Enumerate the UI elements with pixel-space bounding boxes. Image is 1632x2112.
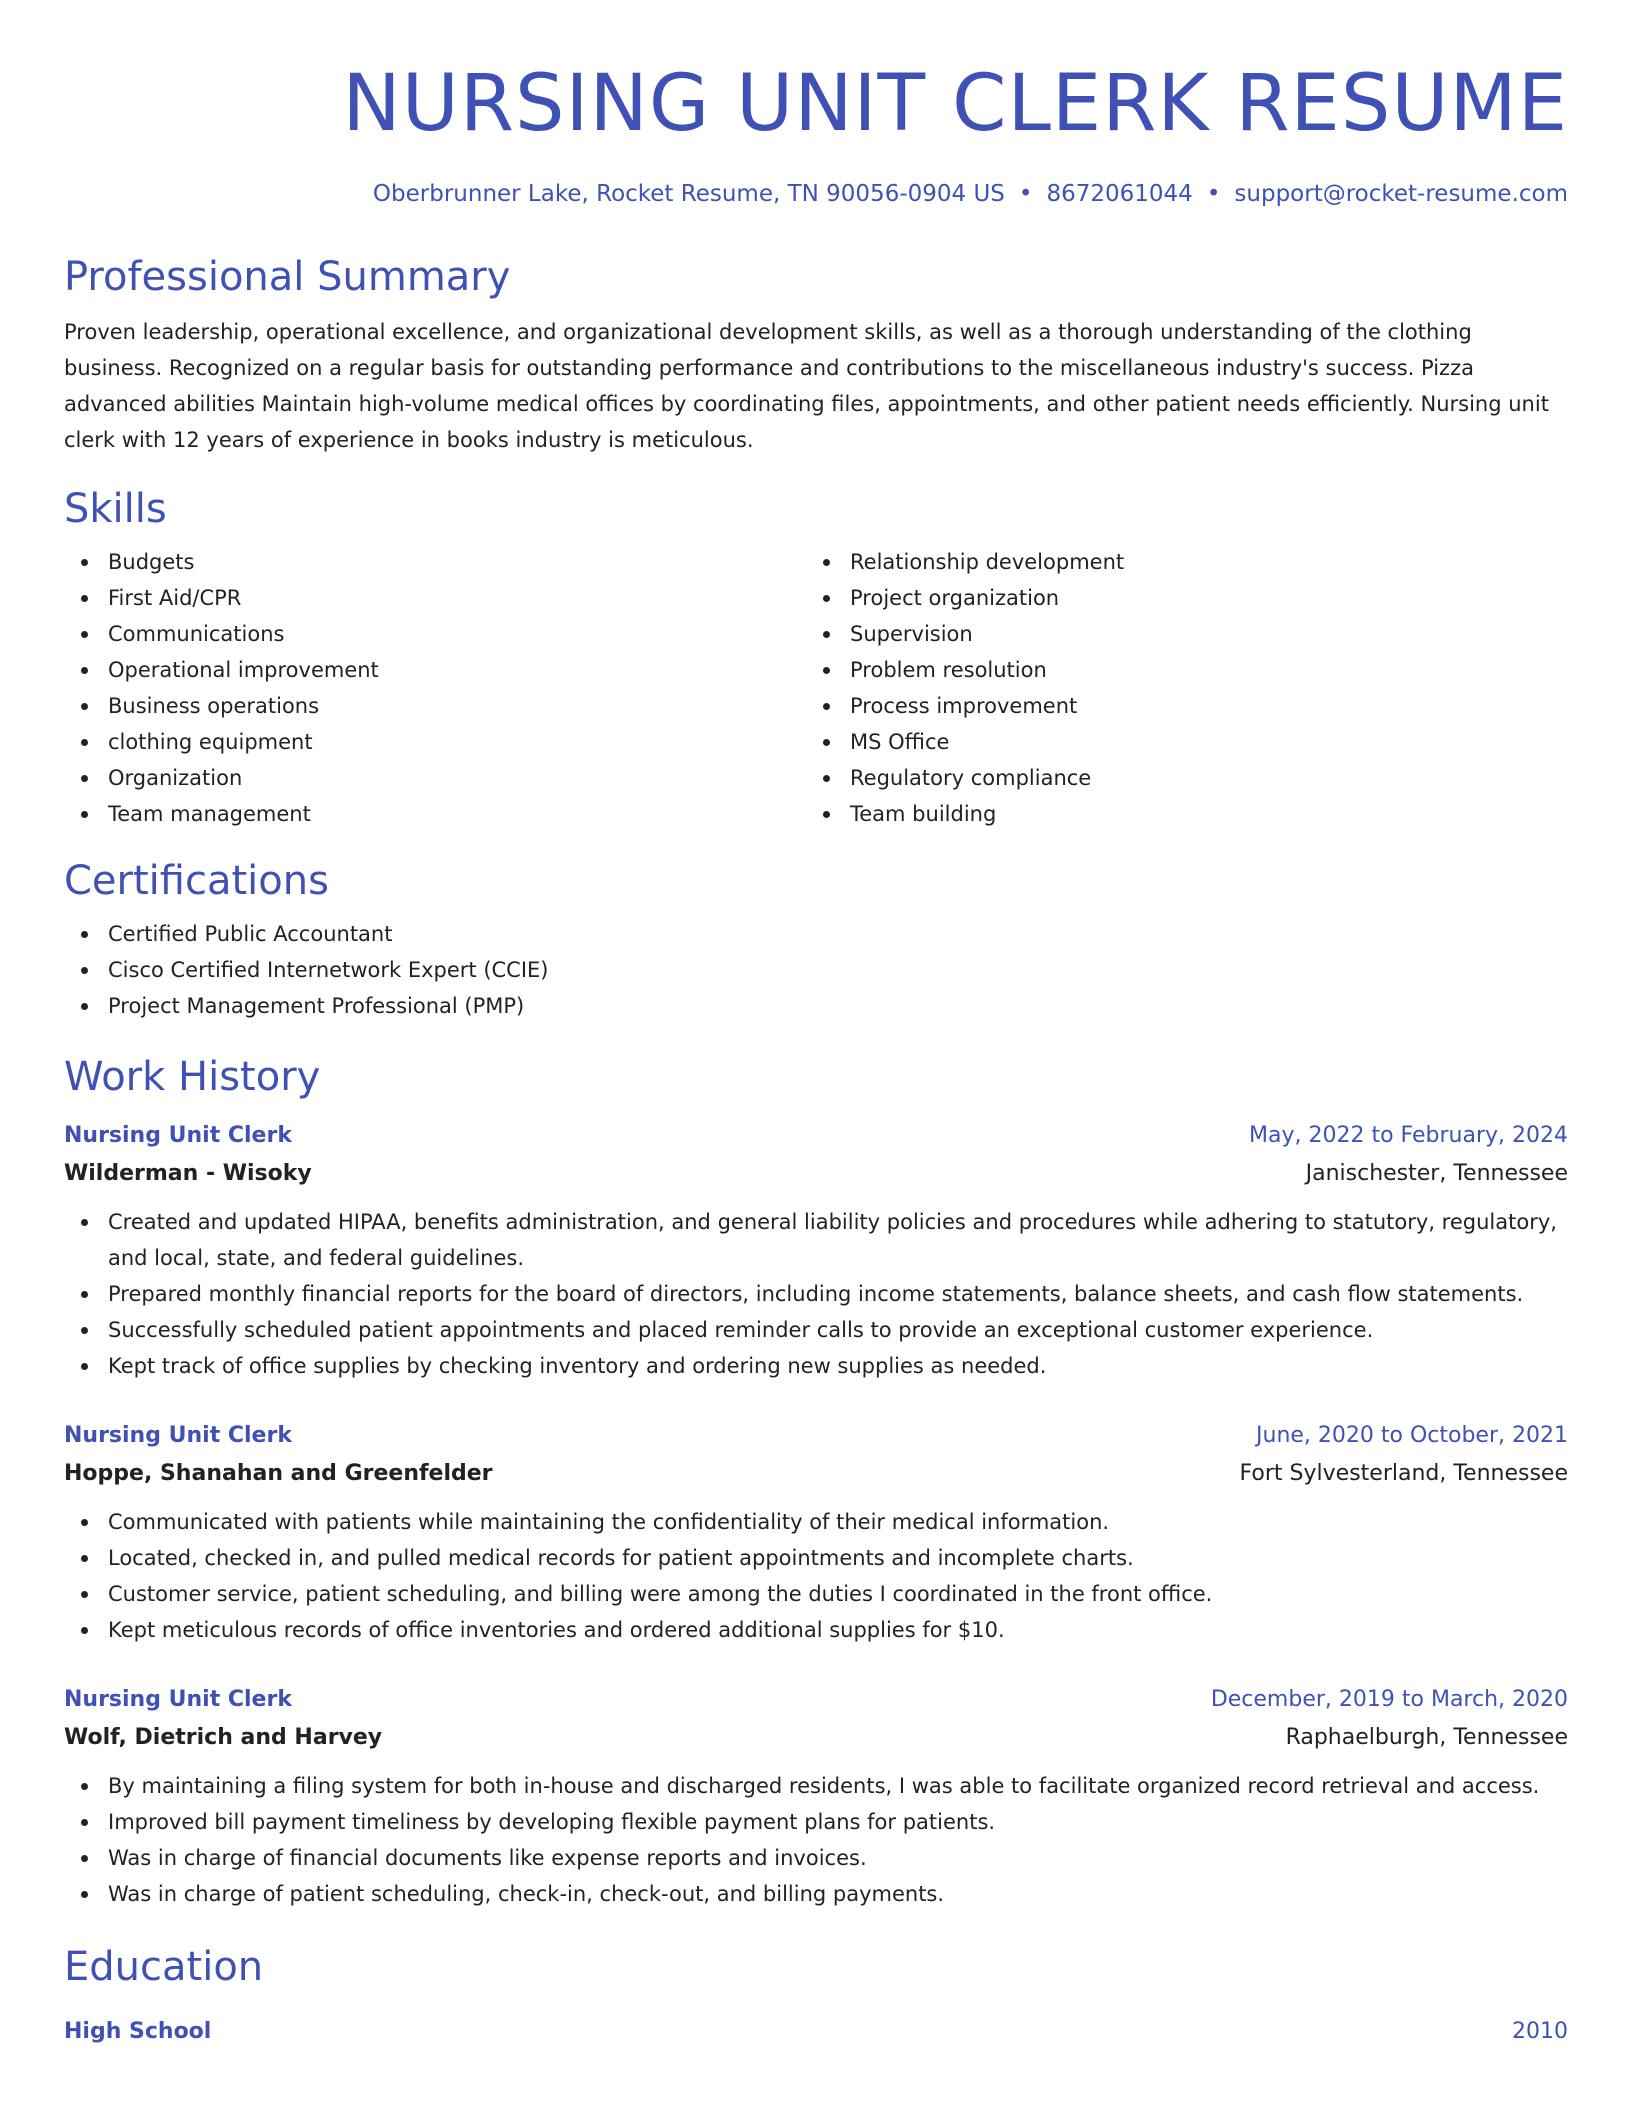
job-duty: Communicated with patients while maintaining the confidentiality of their medical information. [64,1504,1568,1540]
skill-item: Project organization [806,580,1548,616]
job-location: Fort Sylvesterland, Tennessee [1239,1461,1568,1486]
skill-item: Business operations [64,688,806,724]
skill-item: Team building [806,796,1548,832]
job-title: Nursing Unit Clerk [64,1423,292,1448]
job-title: Nursing Unit Clerk [64,1123,292,1148]
skills-grid [64,544,1568,832]
skill-item: clothing equipment [64,724,806,760]
job-header-row [64,1118,1568,1154]
education-school: High School [64,2019,212,2044]
certification-item: Certified Public Accountant [64,916,1568,952]
skill-item: Process improvement [806,688,1548,724]
job-duty: Located, checked in, and pulled medical records for patient appointments and incomplete charts. [64,1540,1568,1576]
job-entry [64,1118,1568,1384]
job-title: Nursing Unit Clerk [64,1687,292,1712]
job-employer-row [64,1718,1568,1758]
skill-item: MS Office [806,724,1548,760]
job-company: Hoppe, Shanahan and Greenfelder [64,1461,493,1486]
job-header-row [64,1682,1568,1718]
skill-item: Budgets [64,544,806,580]
job-duties-list [64,1204,1568,1384]
skills-list-left [64,544,806,832]
skill-item: Supervision [806,616,1548,652]
job-company: Wilderman - Wisoky [64,1161,312,1186]
job-employer-row [64,1154,1568,1194]
job-employer-row [64,1454,1568,1494]
skills-column-right [806,544,1548,832]
job-location: Janischester, Tennessee [1305,1161,1568,1186]
certifications-list [64,916,1568,1024]
skill-item: Problem resolution [806,652,1548,688]
skill-item: Operational improvement [64,652,806,688]
certification-item: Project Management Professional (PMP) [64,988,1568,1024]
resume-page [64,0,1568,2050]
work-history-heading: Work History [64,1054,321,1100]
education-entry [64,2014,1568,2050]
skills-column-left [64,544,806,832]
job-entry [64,1418,1568,1648]
skill-item: Communications [64,616,806,652]
certifications-heading: Certifications [64,858,329,904]
job-header-row [64,1418,1568,1454]
job-duty: Created and updated HIPAA, benefits administration, and general liability policies and procedures while adhering to statutory, regulatory, and local, state, and federal guidelines. [64,1204,1568,1276]
skills-heading: Skills [64,486,167,532]
job-location: Raphaelburgh, Tennessee [1285,1725,1568,1750]
skill-item: Relationship development [806,544,1548,580]
job-duty: Was in charge of patient scheduling, check-in, check-out, and billing payments. [64,1876,1568,1912]
skill-item: Organization [64,760,806,796]
contact-address: Oberbrunner Lake, Rocket Resume, TN 90056-0904 US [372,181,1005,207]
contact-line [64,178,1568,210]
contact-email[interactable]: support@rocket-resume.com [1234,181,1568,207]
summary-heading: Professional Summary [64,254,511,300]
education-heading: Education [64,1944,264,1990]
job-duties-list [64,1504,1568,1648]
skill-item: First Aid/CPR [64,580,806,616]
job-duty: Customer service, patient scheduling, and billing were among the duties I coordinated in the front office. [64,1576,1568,1612]
certification-item: Cisco Certified Internetwork Expert (CCIE) [64,952,1568,988]
contact-separator: • [1206,181,1221,207]
education-year: 2010 [1512,2019,1568,2044]
skill-item: Regulatory compliance [806,760,1548,796]
job-dates: December, 2019 to March, 2020 [1210,1687,1568,1712]
job-duties-list [64,1768,1568,1912]
job-duty: Kept track of office supplies by checking inventory and ordering new supplies as needed. [64,1348,1568,1384]
job-company: Wolf, Dietrich and Harvey [64,1725,383,1750]
job-entry [64,1682,1568,1912]
job-duty: Kept meticulous records of office inventories and ordered additional supplies for $10. [64,1612,1568,1648]
skills-list-right [806,544,1548,832]
contact-separator: • [1018,181,1033,207]
job-duty: Was in charge of financial documents like expense reports and invoices. [64,1840,1568,1876]
job-duty: Improved bill payment timeliness by developing flexible payment plans for patients. [64,1804,1568,1840]
resume-title: NURSING UNIT CLERK RESUME [342,59,1568,149]
summary-text: Proven leadership, operational excellence, and organizational development skills, as well as a thorough understanding of the clothing business. Recognized on a regular basis for outstanding performance and contributions to the miscellaneous industry's success. Pizza advanced abilities Maintain high-volume medical offices by coordinating files, appointments, and other patient needs efficiently. Nursing unit clerk with 12 years of experience in books industry is meticulous. [64,320,1549,452]
job-duty: By maintaining a filing system for both in-house and discharged residents, I was able to facilitate organized record retrieval and access. [64,1768,1568,1804]
skill-item: Team management [64,796,806,832]
job-dates: May, 2022 to February, 2024 [1249,1123,1568,1148]
job-duty: Prepared monthly financial reports for the board of directors, including income statements, balance sheets, and cash flow statements. [64,1276,1568,1312]
contact-phone: 8672061044 [1046,181,1193,207]
job-duty: Successfully scheduled patient appointments and placed reminder calls to provide an exceptional customer experience. [64,1312,1568,1348]
job-dates: June, 2020 to October, 2021 [1256,1423,1568,1448]
